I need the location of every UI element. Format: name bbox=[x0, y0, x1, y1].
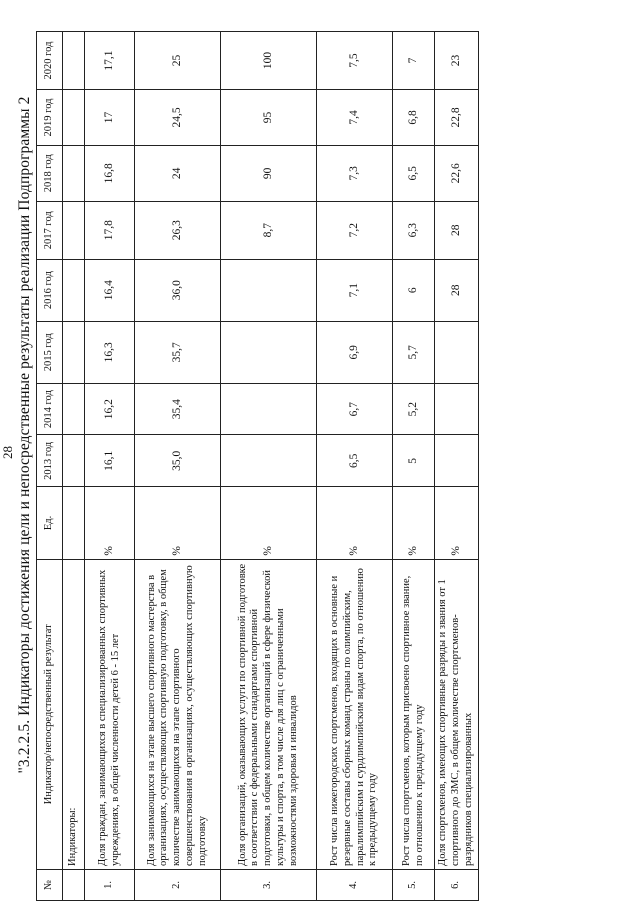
value-cell: 7,1 bbox=[317, 259, 393, 321]
section-cell bbox=[63, 435, 85, 487]
value-cell: 6,7 bbox=[317, 383, 393, 435]
value-cell: 7,2 bbox=[317, 201, 393, 259]
value-cell: 5 bbox=[393, 435, 435, 487]
value-cell: 6 bbox=[393, 259, 435, 321]
section-label: Индикаторы: bbox=[63, 559, 85, 869]
value-cell bbox=[435, 321, 479, 383]
value-cell: 24 bbox=[135, 145, 221, 201]
value-cell: 16,3 bbox=[85, 321, 135, 383]
table-row bbox=[85, 32, 135, 901]
value-cell bbox=[221, 321, 317, 383]
table-row bbox=[393, 32, 435, 901]
row-number: 5. bbox=[393, 869, 435, 900]
value-cell bbox=[435, 435, 479, 487]
table-row bbox=[221, 32, 317, 901]
section-cell bbox=[63, 487, 85, 559]
value-cell: 7,3 bbox=[317, 145, 393, 201]
indicator-text: Доля граждан, занимающихся в специализированных спортивных учреждениях, в общей численности детей 6 - 15 лет bbox=[85, 559, 135, 869]
value-cell: 24,5 bbox=[135, 90, 221, 146]
value-cell: 6,5 bbox=[393, 145, 435, 201]
header-2015: 2015 год bbox=[37, 321, 63, 383]
value-cell: 17 bbox=[85, 90, 135, 146]
table-row bbox=[135, 32, 221, 901]
value-cell: 95 bbox=[221, 90, 317, 146]
row-number: 6. bbox=[435, 869, 479, 900]
value-cell: 8,7 bbox=[221, 201, 317, 259]
section-cell bbox=[63, 259, 85, 321]
indicator-text: Доля занимающихся на этапе высшего спортивного мастерства в организациях, осуществляющих спортивную подготовку, в общем количестве занимающихся на этапе спортивного совершенствования в организациях, осуществляющих спортивную подготовку bbox=[135, 559, 221, 869]
row-number: 4. bbox=[317, 869, 393, 900]
value-cell: 16,8 bbox=[85, 145, 135, 201]
value-cell bbox=[221, 435, 317, 487]
section-cell bbox=[63, 145, 85, 201]
header-2014: 2014 год bbox=[37, 383, 63, 435]
header-2018: 2018 год bbox=[37, 145, 63, 201]
header-no: № bbox=[37, 869, 63, 900]
section-cell bbox=[63, 32, 85, 90]
value-cell: 35,4 bbox=[135, 383, 221, 435]
value-cell: 35,7 bbox=[135, 321, 221, 383]
value-cell: 23 bbox=[435, 32, 479, 90]
table-caption: "3.2.2.5. Индикаторы достижения цели и непосредственные результаты реализации Подпрограммы 2 bbox=[16, 96, 33, 774]
header-row bbox=[37, 32, 63, 901]
value-cell bbox=[435, 383, 479, 435]
value-cell bbox=[221, 259, 317, 321]
value-cell: 6,9 bbox=[317, 321, 393, 383]
table-row bbox=[317, 32, 393, 901]
indicator-text: Доля организаций, оказывающих услуги по спортивной подготовке в соответствии с федеральными стандартами спортивной подготовки, в общем количестве организаций в сфере физической культуры и спорта, в том числе для лиц с ограниченными возможностями здоровья и инвалидов bbox=[221, 559, 317, 869]
value-cell: 7 bbox=[393, 32, 435, 90]
header-2013: 2013 год bbox=[37, 435, 63, 487]
header-indicator: Индикатор/непосредственный результат bbox=[37, 559, 63, 869]
value-cell: 5,7 bbox=[393, 321, 435, 383]
header-unit: Ед. bbox=[37, 487, 63, 559]
header-2020: 2020 год bbox=[37, 32, 63, 90]
value-cell: 16,1 bbox=[85, 435, 135, 487]
indicator-text: Доля спортсменов, имеющих спортивные разряды и звания от 1 спортивного до ЗМС, в общем количестве спортсменов-разрядников специализированных bbox=[435, 559, 479, 869]
indicators-table bbox=[36, 31, 479, 901]
row-number: 1. bbox=[85, 869, 135, 900]
unit-cell: % bbox=[393, 487, 435, 559]
value-cell: 17,8 bbox=[85, 201, 135, 259]
row-number: 3. bbox=[221, 869, 317, 900]
value-cell bbox=[221, 383, 317, 435]
value-cell: 35,0 bbox=[135, 435, 221, 487]
section-cell bbox=[63, 201, 85, 259]
header-2017: 2017 год bbox=[37, 201, 63, 259]
section-cell bbox=[63, 90, 85, 146]
section-row bbox=[63, 32, 85, 901]
value-cell: 28 bbox=[435, 259, 479, 321]
value-cell: 7,5 bbox=[317, 32, 393, 90]
value-cell: 6,8 bbox=[393, 90, 435, 146]
page-number: 28 bbox=[0, 446, 15, 459]
value-cell: 16,2 bbox=[85, 383, 135, 435]
value-cell: 28 bbox=[435, 201, 479, 259]
value-cell: 7,4 bbox=[317, 90, 393, 146]
header-2019: 2019 год bbox=[37, 90, 63, 146]
value-cell: 16,4 bbox=[85, 259, 135, 321]
header-2016: 2016 год bbox=[37, 259, 63, 321]
value-cell: 90 bbox=[221, 145, 317, 201]
value-cell: 17,1 bbox=[85, 32, 135, 90]
table-row bbox=[435, 32, 479, 901]
value-cell: 100 bbox=[221, 32, 317, 90]
section-cell bbox=[63, 383, 85, 435]
value-cell: 6,3 bbox=[393, 201, 435, 259]
unit-cell: % bbox=[135, 487, 221, 559]
value-cell: 25 bbox=[135, 32, 221, 90]
section-cell bbox=[63, 321, 85, 383]
value-cell: 22,8 bbox=[435, 90, 479, 146]
unit-cell: % bbox=[317, 487, 393, 559]
unit-cell: % bbox=[221, 487, 317, 559]
value-cell: 26,3 bbox=[135, 201, 221, 259]
value-cell: 6,5 bbox=[317, 435, 393, 487]
value-cell: 5,2 bbox=[393, 383, 435, 435]
unit-cell: % bbox=[435, 487, 479, 559]
unit-cell: % bbox=[85, 487, 135, 559]
section-cell-no bbox=[63, 869, 85, 900]
indicator-text: Рост числа нижегородских спортсменов, входящих в основные и резервные составы сборных команд страны по олимпийским, паралимпийским и сурдлимпийским видам спорта, по отношению к предыдущему году bbox=[317, 559, 393, 869]
value-cell: 36,0 bbox=[135, 259, 221, 321]
value-cell: 22,6 bbox=[435, 145, 479, 201]
row-number: 2. bbox=[135, 869, 221, 900]
indicator-text: Рост числа спортсменов, которым присвоено спортивное звание, по отношению к предыдущему году bbox=[393, 559, 435, 869]
